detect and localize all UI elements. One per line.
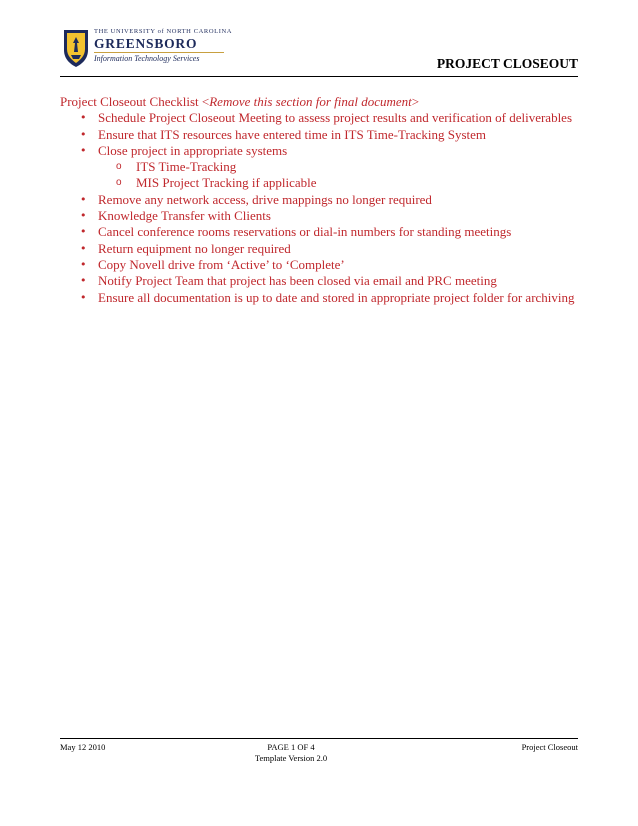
header-divider: [60, 76, 578, 77]
logo-campus-line: GREENSBORO: [94, 36, 198, 51]
checklist-item: [60, 290, 580, 306]
logo-department-line: Information Technology Services: [94, 52, 224, 65]
checklist-item-text: Return equipment no longer required: [98, 240, 291, 256]
checklist-subitem-text: MIS Project Tracking if applicable: [136, 175, 317, 191]
footer-template-version: Template Version 2.0: [254, 753, 328, 763]
checklist-item: [60, 241, 580, 257]
checklist-subitems: [98, 159, 580, 192]
footer-date: May 12 2010: [60, 742, 106, 752]
checklist-subitem-text: ITS Time-Tracking: [136, 159, 237, 175]
checklist-item-text: Ensure all documentation is up to date and stored in appropriate project folder for archiving: [98, 289, 575, 305]
checklist-subitem: [60, 175, 580, 191]
checklist-heading-suffix: >: [411, 94, 420, 109]
footer-document-name: Project Closeout: [521, 742, 578, 752]
logo-university-line: THE UNIVERSITY of NORTH CAROLINA: [94, 28, 233, 35]
logo-wordmark: [94, 28, 233, 65]
checklist-item: [60, 110, 580, 126]
footer-divider: [60, 738, 578, 739]
checklist-item: [60, 127, 580, 143]
checklist-item: [60, 208, 580, 224]
checklist-item: [60, 257, 580, 273]
checklist-item: [60, 224, 580, 240]
checklist-heading-note: Remove this section for final document: [209, 94, 412, 109]
checklist-item: [60, 273, 580, 289]
checklist-item-text: Close project in appropriate systems: [98, 142, 288, 158]
uncg-its-logo: [60, 26, 233, 72]
checklist-item-text: Remove any network access, drive mappings no longer required: [98, 191, 432, 207]
checklist-item: [60, 192, 580, 208]
checklist-item-text: Notify Project Team that project has been closed via email and PRC meeting: [98, 273, 497, 289]
checklist-item-text: Cancel conference rooms reservations or dial-in numbers for standing meetings: [98, 224, 512, 240]
checklist-item-text: Schedule Project Closeout Meeting to assess project results and verification of deliverables: [98, 110, 573, 126]
footer-center: [32, 742, 550, 764]
university-shield-icon: [62, 28, 90, 68]
checklist-items: [60, 110, 580, 306]
checklist-section: [60, 94, 580, 306]
checklist-heading-prefix: Project Closeout Checklist <: [60, 94, 210, 109]
checklist-item-text: Ensure that ITS resources have entered time in ITS Time-Tracking System: [98, 126, 487, 142]
checklist-item: [60, 143, 580, 192]
checklist-heading: [60, 94, 580, 110]
checklist-item-text: Knowledge Transfer with Clients: [98, 208, 271, 224]
checklist-subitem: [60, 159, 580, 175]
document-title: PROJECT CLOSEOUT: [436, 56, 578, 71]
footer-page-number: PAGE 1 OF 4: [267, 742, 315, 752]
checklist-item-text: Copy Novell drive from ‘Active’ to ‘Complete’: [98, 256, 345, 272]
page-header: [60, 26, 578, 74]
